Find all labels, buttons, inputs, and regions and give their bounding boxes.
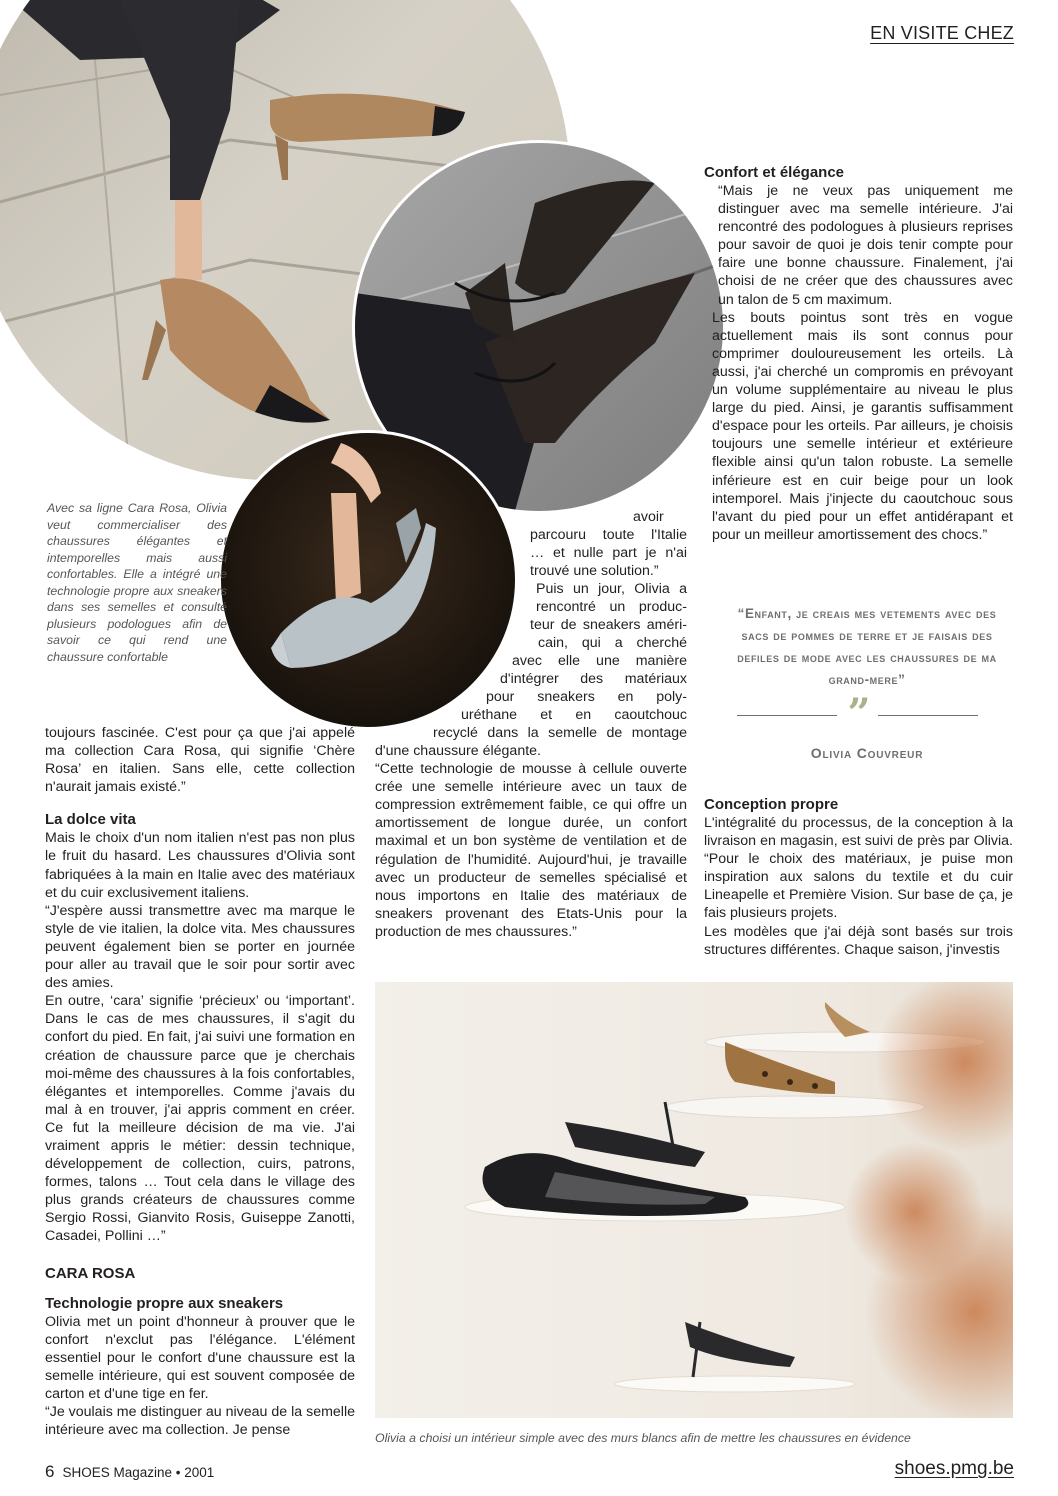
- photo-silver-glitter-pumps: [218, 430, 518, 730]
- middle-line: d'intégrer des matériaux: [500, 671, 687, 687]
- middle-line: parcouru toute l'Italie: [530, 527, 687, 543]
- middle-line: uréthane et en caoutchouc: [461, 707, 687, 723]
- heading-cara-rosa: CARA ROSA: [45, 1264, 136, 1282]
- middle-paragraph: d'une chaussure élégante.: [375, 743, 541, 759]
- heading-conception-propre: Conception propre: [704, 796, 839, 813]
- right-column-top: [704, 163, 1013, 544]
- footer-page-info: [45, 1462, 214, 1482]
- middle-line: pour sneakers en poly-: [486, 689, 687, 705]
- left-intro-paragraph: toujours fascinée. C'est pour ça que j'ai appelé ma collection Cara Rosa, qui signifie ‘Chère Rosa’ en italien. Sans elle, cette collection n'aurait jamais existé.”: [45, 725, 355, 796]
- quote-rule-right: [878, 715, 978, 716]
- photo-caption-bottom: Olivia a choisi un intérieur simple avec des murs blancs afin de mettre les chaussures en évidence: [375, 1431, 911, 1445]
- middle-column-body: [375, 742, 687, 941]
- left-paragraph: Mais le choix d'un nom italien n'est pas non plus le fruit du hasard. Les chaussures d'Olivia sont fabriquées à la main en Italie avec des matériaux et du cuir exclusivement italiens.: [45, 830, 355, 901]
- magazine-issue: SHOES Magazine • 2001: [62, 1465, 215, 1480]
- photo-caption-left: Avec sa ligne Cara Rosa, Olivia veut commercialiser des chaussures élégantes et intemporelles mais aussi confortables. Elle a intégré une technologie propre aux sneakers dans ses semelles et consulté plusieurs podologues afin de savoir ce qui rend une chaussure confortable: [47, 501, 227, 664]
- middle-line: Puis un jour, Olivia a: [536, 581, 687, 597]
- right-paragraph: “Mais je ne veux pas uniquement me distinguer avec ma semelle intérieure. J'ai rencontré des podologues à plusieurs reprises pour savoir de quoi je dois tenir compte pour faire une bonne chaussure. Finalement, j'ai choisi de ne créer que des chaussures avec un talon de 5 cm maximum.: [718, 183, 1013, 308]
- left-paragraph: “J'espère aussi transmettre avec ma marque le style de vie italien, la dolce vita. Mes chaussures peuvent également bien se porter en journée pour aller au travail que le soir pour sortir avec des amies.: [45, 902, 355, 992]
- section-label: EN VISITE CHEZ: [870, 23, 1014, 43]
- page-number: 6: [45, 1462, 55, 1481]
- middle-line: teur de sneakers améri-: [530, 617, 687, 633]
- middle-line: rencontré un produc-: [536, 599, 687, 615]
- middle-paragraph: “Cette technologie de mousse à cellule ouverte crée une semelle intérieure avec un taux de compression extrêmement faible, ce qui offre un amortissement de longue durée, un confort maximal et un bon système de ventilation et de régulation de l'humidité. Aujourd'hui, je travaille avec un producteur de semelles spécialisé et nous importons en Italie des matériaux de sneakers provenant des Etats-Unis pour la production de mes chaussures.”: [375, 761, 687, 940]
- left-paragraph: Olivia met un point d'honneur à prouver que le confort n'exclut pas l'élégance. L'élément essentiel pour le confort d'une chaussure est la semelle intérieure, qui est souvent composée de carton et d'une tige en fer.: [45, 1313, 355, 1402]
- quote-mark-icon: ”: [847, 690, 871, 737]
- quote-author: Olivia Couvreur: [810, 745, 924, 761]
- heading-confort-elegance: Confort et élégance: [704, 164, 845, 181]
- quote-rule-left: [737, 715, 837, 716]
- photo-store-shelves: [375, 982, 1013, 1418]
- middle-line: trouvé une solution.”: [530, 563, 659, 579]
- middle-line: avec elle une manière: [512, 653, 687, 669]
- right-paragraph: L'intégralité du processus, de la conception à la livraison en magasin, est suivi de près par Olivia. “Pour le choix des matériaux, je puise mon inspiration aux salons du textile et du cuir Lineapelle et Première Vision. Sur base de ça, je fais plusieurs projets.: [704, 815, 1013, 922]
- left-paragraph: En outre, ‘cara’ signifie ‘précieux’ ou ‘important’. Dans le cas de mes chaussures, il s'agit du confort du pied. En fait, j'ai suivi une formation en création de chaussure parce que je cherchais moi-même des chaussures à la fois confortables, élégantes et intemporelles. Comme j'avais du mal à en trouver, j'ai appris comment en créer. Ce fut la meilleure décision de ma vie. J'ai vraiment appris le métier: dessin technique, développement de collection, cuirs, patrons, formes, talons … Tout cela dans le village des plus grands créateurs de chaussures comme Sergio Rossi, Gianvito Rosis, Guiseppe Zanotti, Casadei, Pollini …”: [45, 993, 355, 1245]
- left-paragraph: “Je voulais me distinguer au niveau de la semelle intérieure avec ma collection. Je pense: [45, 1404, 355, 1439]
- footer-website-link[interactable]: shoes.pmg.be: [894, 1458, 1014, 1479]
- right-column-bottom: [704, 795, 1013, 959]
- middle-line: … et nulle part je n'ai: [530, 545, 687, 561]
- heading-dolce-vita: La dolce vita: [45, 811, 136, 829]
- middle-line: avoir: [633, 509, 664, 525]
- middle-line: recyclé dans la semelle de montage: [433, 725, 687, 741]
- middle-line: cain, qui a cherché: [538, 635, 687, 651]
- heading-technologie-sneakers: Technologie propre aux sneakers: [45, 1294, 284, 1312]
- left-column-body: [45, 724, 355, 1439]
- pull-quote: “Enfant, je creais mes vetements avec des sacs de pommes de terre et je faisais des defiles de mode avec les chaussures de ma grand-mere”: [737, 606, 997, 687]
- right-paragraph: Les modèles que j'ai déjà sont basés sur trois structures différentes. Chaque saison, j'investis: [704, 923, 1013, 958]
- right-paragraph: Les bouts pointus sont très en vogue actuellement mais ils sont connus pour comprimer douloureusement les orteils. Là aussi, j'ai cherché un compromis en prévoyant un volume supplémentaire au niveau le plus large du pied. Ainsi, je garantis suffisamment d'espace pour les orteils. Par ailleurs, je choisis toujours une semelle intérieur et extérieure flexible ainsi qu'un talon robuste. La semelle inférieure est en cuir beige pour un look intemporel. Mais j'injecte du caoutchouc sous l'avant du pied pour un effet antidérapant et pour un meilleur amortissement des chocs.”: [712, 309, 1013, 543]
